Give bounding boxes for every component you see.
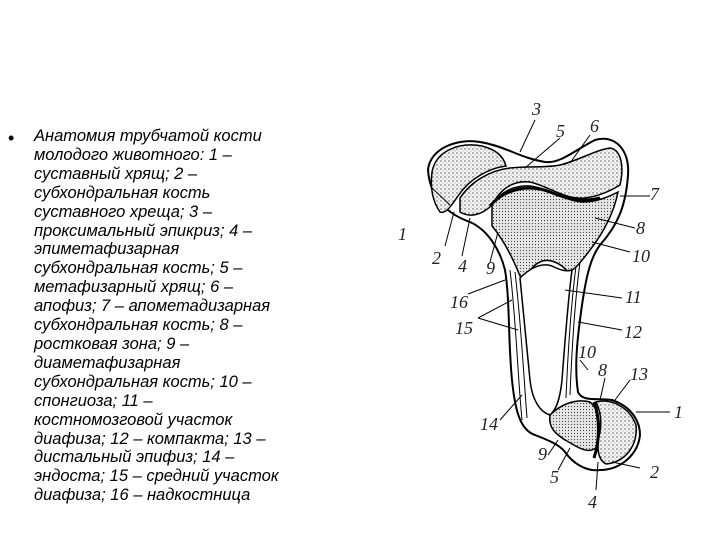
label-14-left: 14 <box>480 414 498 434</box>
tubular-bone-diagram <box>370 95 720 540</box>
label-10-right: 10 <box>632 246 650 266</box>
label-2-left: 2 <box>432 248 441 268</box>
label-16-left: 16 <box>450 292 468 312</box>
label-5-bottom: 5 <box>550 467 559 487</box>
label-8-right: 8 <box>636 218 645 238</box>
label-3-top: 3 <box>532 99 541 119</box>
label-9-left: 9 <box>486 258 495 278</box>
figure-caption: Анатомия трубчатой кости молодого животного: 1 – суставный хрящ; 2 – субхондральная кость суставного хреща; 3 – проксимальный эпикриз; 4 – эпиметафизарная субхондральная кость; 5 – метафизарный хрящ; 6 – апофиз; 7 – апометадизарная субхондральная кость; 8 – ростковая зона; 9 – диаметафизарная субхондральная кость; 10 – спонгиоза; 11 – костномозговой участок диафиза; 12 – компакта; 13 – дистальный эпифиз; 14 – эндоста; 15 – средний участок диафиза; 16 – надкостница <box>34 127 279 505</box>
label-12-right: 12 <box>624 322 642 342</box>
label-1-right: 1 <box>674 402 683 422</box>
bullet-marker: • <box>8 128 15 148</box>
label-9-bottom: 9 <box>538 444 547 464</box>
label-7-right: 7 <box>650 184 659 204</box>
label-10-mid: 10 <box>578 342 596 362</box>
label-5-top: 5 <box>556 121 565 141</box>
label-4-bottom: 4 <box>588 492 597 512</box>
label-2-right: 2 <box>650 462 659 482</box>
label-13-right: 13 <box>630 364 648 384</box>
label-6-top: 6 <box>590 116 599 136</box>
label-15-left: 15 <box>455 318 473 338</box>
label-11-right: 11 <box>625 287 642 307</box>
label-8-low: 8 <box>598 360 607 380</box>
label-1-left: 1 <box>398 224 407 244</box>
label-4-left: 4 <box>458 256 467 276</box>
